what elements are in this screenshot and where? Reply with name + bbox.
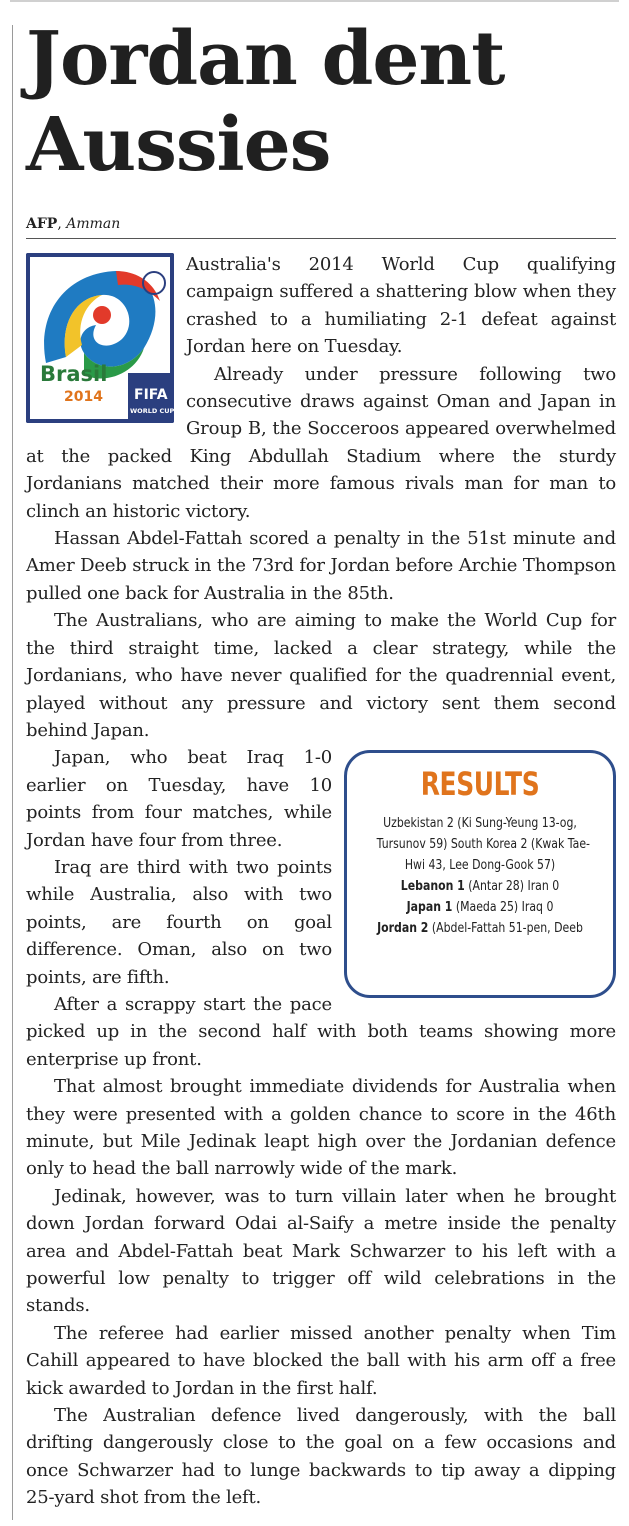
logo-world-cup-text: WORLD CUP — [130, 407, 174, 415]
logo-brasil-text: Brasil — [40, 362, 108, 386]
paragraph-10: The referee had earlier missed another penalty when Tim Cahill appeared to have blocked the ball with his arm off a free kick awarded to Jordan in the first half. — [26, 1322, 616, 1399]
results-title: RESULTS — [420, 765, 540, 804]
article-body — [26, 251, 616, 1512]
byline-rule — [26, 238, 616, 239]
results-line: Lebanon 1 (Antar 28) Iran 0 — [400, 879, 560, 895]
article — [26, 16, 616, 1512]
results-line: Japan 1 (Maeda 25) Iraq 0 — [406, 900, 554, 916]
byline-place: Amman — [66, 216, 121, 232]
paragraph-9: Jedinak, however, was to turn villain later when he brought down Jordan forward Odai al-Saify a metre inside the penalty area and Abdel-Fattah beat Mark Schwarzer to his left with a powerful low penalty to trigger off wild celebrations in the stands. — [26, 1185, 616, 1317]
logo-year-text: 2014 — [64, 389, 103, 405]
paragraph-1: Australia's 2014 World Cup qualifying campaign suffered a shattering blow when they crashed to a humiliating 2-1 defeat against Jordan here on Tuesday. — [186, 254, 616, 358]
brasil-2014-logo — [26, 253, 174, 423]
results-line: Jordan 2 (Abdel-Fattah 51-pen, Deeb — [377, 921, 583, 937]
byline-agency: AFP — [26, 216, 58, 232]
logo-fifa-text: FIFA — [134, 387, 168, 403]
results-line: Tursunov 59) South Korea 2 (Kwak Tae- — [376, 837, 590, 853]
paragraph-3: Hassan Abdel-Fattah scored a penalty in the 51st minute and Amer Deeb struck in the 73rd for Jordan before Archie Thompson pulled one back for Australia in the 85th. — [26, 528, 616, 604]
results-line: Hwi 43, Lee Dong-Gook 57) — [404, 858, 556, 874]
paragraph-4: The Australians, who are aiming to make the World Cup for the third straight time, lacked a clear strategy, while the Jordanians, who have never qualified for the quadrennial event, played without any pressure and victory sent them second behind Japan. — [26, 610, 616, 741]
paragraph-6: Iraq are third with two points while Australia, also with two points, are fourth on goal difference. Oman, also on two points, are fifth. — [26, 856, 332, 988]
paragraph-8: That almost brought immediate dividends for Australia when they were presented with a golden chance to score in the 46th minute, but Mile Jedinak leapt high over the Jordanian defence only to head the ball narrowly wide of the mark. — [26, 1076, 616, 1180]
column-rule — [12, 25, 13, 1520]
paragraph-5: Japan, who beat Iraq 1-0 earlier on Tuesday, have 10 points from four matches, while Jordan have four from three. — [26, 747, 332, 851]
page-top-border — [10, 0, 619, 2]
results-line: Uzbekistan 2 (Ki Sung-Yeung 13-og, — [383, 816, 577, 832]
byline — [26, 216, 616, 232]
headline: Jordan dent Aussies — [26, 16, 505, 188]
results-box — [344, 750, 616, 998]
paragraph-7: After a scrappy start the pace picked up in the second half with both teams showing more enterprise up front. — [26, 993, 616, 1070]
logo-artwork — [26, 253, 174, 423]
paragraph-11: The Australian defence lived dangerously, with the ball drifting dangerously close to the goal on a few occasions and once Schwarzer had to lunge backwards to tip away a dipping 25-yard shot from the left. — [26, 1405, 616, 1509]
byline-separator: , — [57, 216, 62, 232]
paragraph-2: Already under pressure following two consecutive draws against Oman and Japan in Group B, the Socceroos appeared overwhelmed at the packed King Abdullah Stadium where the sturdy Jordanians matched their more famous rivals man for man to clinch an historic victory. — [26, 363, 616, 522]
